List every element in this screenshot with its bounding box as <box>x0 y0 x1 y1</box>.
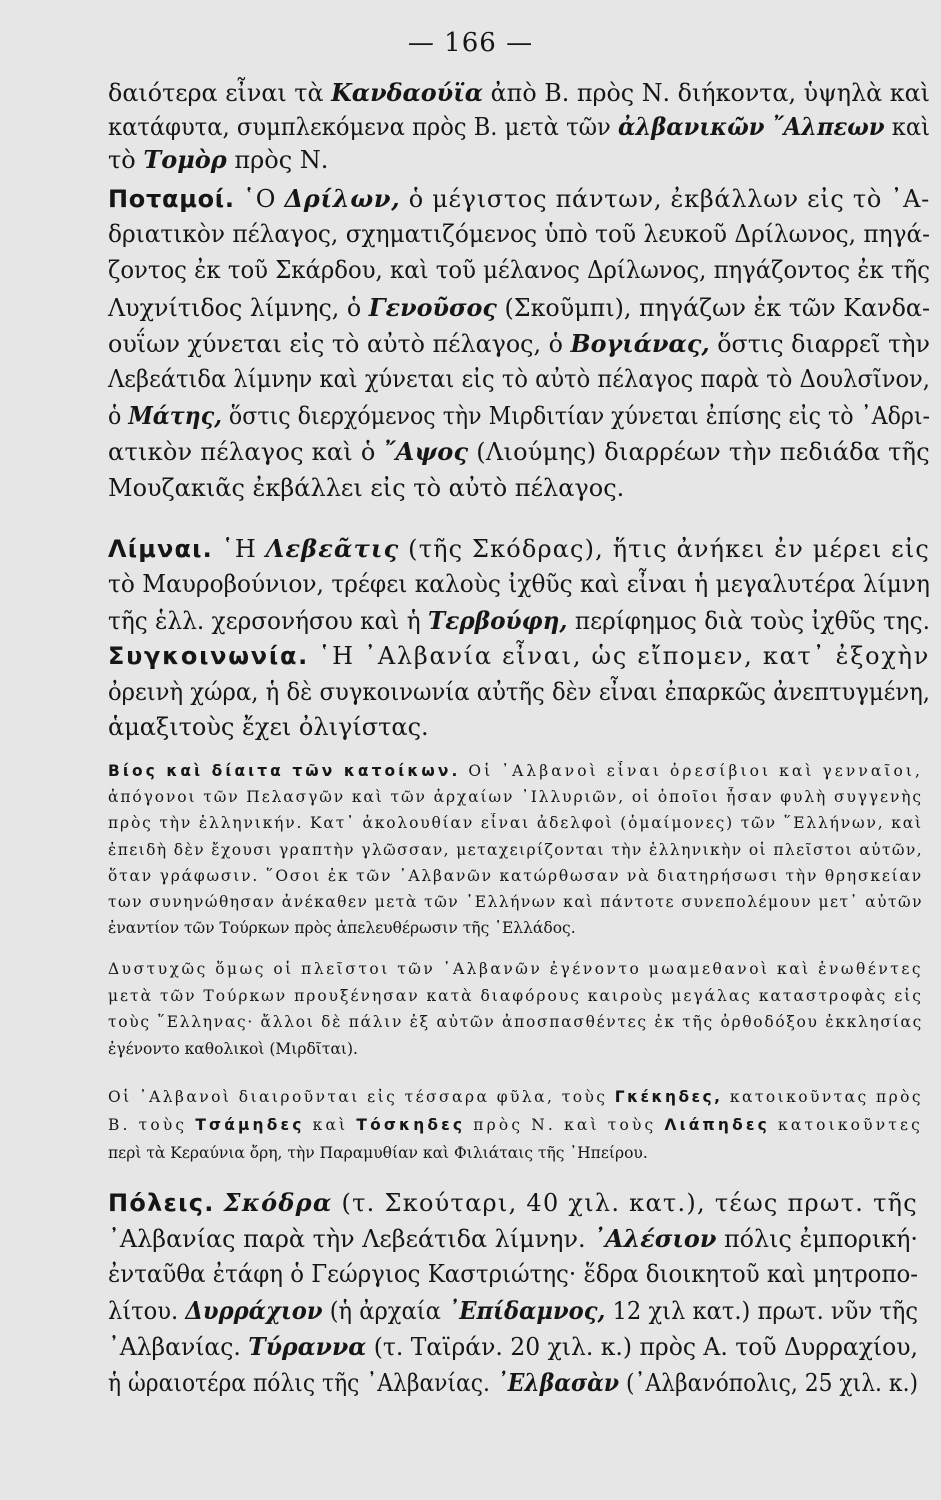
text-run: (᾿Αλβανόπολις, 25 χιλ. κ.) <box>619 1369 919 1397</box>
text-line <box>108 606 930 635</box>
text-run: λίτου. <box>108 1297 186 1325</box>
text-run: περίφημος διὰ τοὺς ἰχθῦς της. <box>567 607 930 635</box>
text-run: ἐναντίον τῶν Τούρκων πρὸς ἀπελευθέρωσιν τῆς ῾Ελλάδος. <box>108 919 576 938</box>
text-run: περὶ τὰ Κεραύνια ὄρη, τὴν Παραμυθίαν καὶ Φιλιάταις τῆς ᾿Ηπείρου. <box>108 1144 648 1162</box>
text-line <box>108 841 923 859</box>
text-run: των συνηνώθησαν ἀνέκαθεν μετὰ τῶν ῾Ελλήνων καὶ πάντοτε συνεπολέμουν μετ᾿ αὐτῶν <box>108 893 924 911</box>
section-heading: Πόλεις. <box>108 1189 215 1217</box>
text-run: κατάφυτα, συμπλεκόμενα πρὸς Β. μετὰ τῶν <box>108 112 618 141</box>
emphasized-name: Λεβεᾶτις <box>265 534 400 563</box>
emphasized-name: ῎Αψος <box>383 437 469 467</box>
text-run: κατοικοῦντες <box>769 1116 923 1134</box>
text-run: ἀπόγονοι τῶν Πελασγῶν καὶ τῶν ἀρχαίων ᾿Ιλλυριῶν, οἱ ὁποῖοι ἦσαν φυλὴ συγγενὴς <box>108 788 923 807</box>
text-run: τοὺς ῞Ελληνας· ἄλλοι δὲ πάλιν ἐξ αὐτῶν ἀποσπασθέντες ἐκ τῆς ὀρθοδόξου ἐκκλησίας <box>108 1013 924 1031</box>
text-run: (Σκοῦμπι), πηγάζων ἐκ τῶν Κανδα- <box>496 293 931 322</box>
text-line <box>108 256 930 284</box>
text-run: ᾿Αλβανίας. <box>108 1333 249 1361</box>
page-number: — 166 — <box>407 28 534 58</box>
text-line <box>108 678 930 706</box>
text-run: Λεβεάτιδα λίμνην καὶ χύνεται εἰς τὸ αὐτὸ πέλαγος παρὰ τὸ Δουλσῖνον, <box>108 365 930 393</box>
text-line <box>108 788 923 806</box>
text-line <box>108 1224 918 1253</box>
text-line <box>108 78 930 107</box>
text-line <box>108 534 930 563</box>
section-heading: Τσάμηδες <box>195 1116 305 1134</box>
text-run: δριατικὸν πέλαγος, σχηματιζόμενος ὑπὸ τοῦ λευκοῦ Δρίλωνος, πηγά- <box>108 220 930 249</box>
text-line <box>108 987 923 1005</box>
text-line <box>108 570 930 598</box>
emphasized-name: Μάτης, <box>128 401 222 431</box>
text-run: πρὸς Ν. <box>226 146 329 174</box>
emphasized-name: Δυρράχιον <box>185 1296 323 1325</box>
text-run: ἀπὸ Β. πρὸς Ν. διήκοντα, ὑψηλὰ καὶ <box>483 79 931 107</box>
section-heading: Βίος καὶ δίαιτα τῶν κατοίκων. <box>108 762 461 780</box>
emphasized-name: Τύραννα <box>248 1332 367 1361</box>
text-line <box>108 145 328 174</box>
emphasized-name: ᾿Αλέσιον <box>593 1224 717 1253</box>
text-run: καὶ <box>884 112 930 141</box>
text-run: ῾Ο <box>234 185 285 213</box>
text-line <box>108 329 930 358</box>
text-line <box>108 814 923 832</box>
text-run: ατικὸν πέλαγος καὶ ὁ <box>108 438 384 467</box>
text-run: ουΐων χύνεται εἰς τὸ αὐτὸ πέλαγος, ὁ <box>108 329 571 358</box>
text-line <box>108 365 930 393</box>
text-line <box>108 642 930 670</box>
text-run: (τ. Σκούταρι, 40 χιλ. κατ.), τέως πρωτ. τῆς <box>332 1189 919 1217</box>
text-run: ῾Η ᾿Αλβανία εἶναι, ὡς εἴπομεν, κατ᾿ ἐξοχὴν <box>309 642 931 670</box>
text-line <box>108 762 923 780</box>
text-run: (τ. Ταϊράν. 20 χιλ. κ.) πρὸς Α. τοῦ Δυρραχίου, <box>366 1333 918 1361</box>
text-line <box>108 713 429 741</box>
text-line <box>108 1040 358 1058</box>
text-line <box>108 1144 648 1162</box>
emphasized-name: Τερβούφη, <box>427 606 568 635</box>
text-run: ἁμαξιτοὺς ἔχει ὀλιγίστας. <box>108 713 429 741</box>
text-line <box>108 184 930 213</box>
section-heading: Λιάπηδες <box>664 1116 770 1134</box>
text-line <box>108 1013 923 1031</box>
text-run: ζοντος ἐκ τοῦ Σκάρδου, καὶ τοῦ μέλανος Δρίλωνος, πηγάζοντος ἐκ τῆς <box>108 256 930 285</box>
text-run: ἐπειδὴ δὲν ἔχουσι γραπτὴν γλῶσσαν, μεταχειρίζονται τὴν ἑλληνικὴν οἱ πλεῖστοι αὐτῶν, <box>108 840 924 859</box>
text-line <box>108 1260 918 1288</box>
text-line <box>108 893 923 911</box>
text-run: ὁ <box>108 402 129 431</box>
text-run: (Λιούμης) διαρρέων τὴν πεδιάδα τῆς <box>468 438 930 467</box>
emphasized-name: Βογιάνας, <box>570 328 710 358</box>
emphasized-name: Τομὸρ <box>143 145 227 174</box>
text-run: ἐνταῦθα ἐτάφη ὁ Γεώργιος Καστριώτης· ἕδρα διοικητοῦ καὶ μητροπο- <box>108 1260 919 1288</box>
text-line <box>108 401 930 430</box>
text-run: ὀρεινὴ χώρα, ἡ δὲ συγκοινωνία αὐτῆς δὲν εἶναι ἐπαρκῶς ἀνεπτυγμένη, <box>108 677 931 706</box>
text-run: ἡ ὡραιοτέρα πόλις τῆς ᾿Αλβανίας. <box>108 1369 497 1397</box>
section-heading: Συγκοινωνία. <box>108 642 310 670</box>
emphasized-name: ᾿Ελβασὰν <box>496 1368 620 1397</box>
text-run: ὅστις διερχόμενος τὴν Μιρδιτίαν χύνεται ἐπίσης εἰς τὸ ᾿Αδρι- <box>221 402 931 431</box>
text-line <box>108 112 930 141</box>
section-heading: Λίμναι. <box>108 535 213 563</box>
text-line <box>108 1368 918 1397</box>
text-run: τὸ Μαυροβούνιον, τρέφει καλοὺς ἰχθῦς καὶ εἶναι ἡ μεγαλυτέρα λίμνη <box>108 570 930 598</box>
text-run: 12 χιλ κατ.) πρωτ. νῦν τῆς <box>605 1297 918 1325</box>
emphasized-name: ἀλβανικῶν ῎Αλπεων <box>617 111 885 141</box>
emphasized-name: Σκόδρα <box>223 1188 333 1217</box>
text-run: δαιότερα εἶναι τὰ <box>108 79 332 107</box>
text-run: Δυστυχῶς ὅμως οἱ πλεῖστοι τῶν ᾿Αλβανῶν ἐγένοντο μωαμεθανοὶ καὶ ἑνωθέντες <box>108 960 924 978</box>
text-line <box>108 867 923 885</box>
text-line <box>108 960 923 978</box>
text-run: πόλις ἐμπορική· <box>716 1225 918 1253</box>
text-run: πρὸς Ν. καὶ τοὺς <box>465 1116 665 1134</box>
text-run: κατοικοῦντας πρὸς <box>722 1088 924 1106</box>
text-run: Β. τοὺς <box>108 1116 196 1134</box>
text-run: (ἡ ἀρχαία <box>322 1297 449 1325</box>
text-line <box>108 474 624 502</box>
text-run: τὸ <box>108 146 144 174</box>
text-run: ὅστις διαρρεῖ τὴν <box>709 329 930 358</box>
text-run: Οἱ ᾿Αλβανοὶ εἶναι ὀρεσίβιοι καὶ γενναῖοι, <box>460 762 923 780</box>
section-heading: Ποταμοί. <box>108 185 235 213</box>
text-line <box>108 220 930 248</box>
text-run: ὁ μέγιστος πάντων, ἐκβάλλων εἰς τὸ ᾿Α- <box>400 185 930 213</box>
section-heading: Γκέκηδες, <box>614 1088 723 1106</box>
text-run: ῾Η <box>212 535 266 563</box>
text-run: Οἱ ᾿Αλβανοὶ διαιροῦνται εἰς τέσσαρα φῦλα, τοὺς <box>108 1088 615 1106</box>
text-run: (τῆς Σκόδρας), ἥτις ἀνήκει ἐν μέρει εἰς <box>399 535 931 563</box>
text-line <box>108 1116 923 1134</box>
text-line <box>108 1188 918 1217</box>
text-run: καὶ <box>304 1116 357 1134</box>
text-run: ὅταν γράφωσιν. ῞Οσοι ἐκ τῶν ᾿Αλβανῶν κατώρθωσαν νὰ διατηρήσωσι τὴν θρησκείαν <box>108 866 923 885</box>
text-run <box>215 1189 224 1217</box>
text-line <box>108 1088 923 1106</box>
emphasized-name: ᾿Επίδαμνος, <box>448 1296 606 1325</box>
text-run: πρὸς τὴν ἑλληνικήν. Κατ᾿ ἀκολουθίαν εἶναι ἀδελφοὶ (ὁμαίμονες) τῶν ῞Ελλήνων, καὶ <box>108 814 923 833</box>
emphasized-name: Δρίλων, <box>284 184 401 213</box>
text-line <box>108 919 576 937</box>
emphasized-name: Γενοῦσος <box>368 292 497 322</box>
text-line <box>108 437 930 466</box>
text-line <box>108 1332 918 1361</box>
emphasized-name: Κανδαούϊα <box>331 78 484 107</box>
section-heading: Τόσκηδες <box>356 1116 466 1134</box>
text-run: Λυχνίτιδος λίμνης, ὁ <box>108 293 369 322</box>
text-run: ἐγένοντο καθολικοὶ (Μιρδῖται). <box>108 1039 358 1058</box>
text-run: τῆς ἑλλ. χερσονήσου καὶ ἡ <box>108 607 428 635</box>
text-line <box>108 293 930 322</box>
text-run: ᾿Αλβανίας παρὰ τὴν Λεβεάτιδα λίμνην. <box>108 1225 594 1253</box>
text-run: μετὰ τῶν Τούρκων προυξένησαν κατὰ διαφόρους καιροὺς μεγάλας καταστροφὰς εἰς <box>108 986 923 1005</box>
text-run: Μουζακιᾶς ἐκβάλλει εἰς τὸ αὐτὸ πέλαγος. <box>108 473 625 502</box>
text-line <box>108 1296 918 1325</box>
